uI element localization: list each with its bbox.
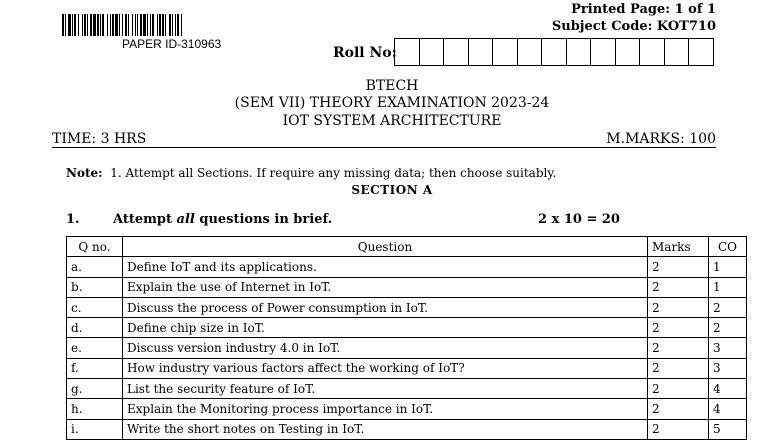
row-qno: d. (67, 318, 123, 338)
table-row (67, 318, 747, 338)
row-co: 4 (709, 379, 747, 399)
note-label: Note: (66, 166, 103, 180)
row-co: 3 (709, 358, 747, 378)
exam-time: TIME: 3 HRS (52, 131, 147, 147)
row-qno: h. (67, 399, 123, 419)
row-qno: g. (67, 379, 123, 399)
row-marks: 2 (648, 318, 709, 338)
row-question: Explain the Monitoring process importance in IoT. (123, 399, 648, 419)
roll-no-boxes[interactable] (395, 38, 714, 66)
roll-no-box[interactable] (615, 38, 641, 66)
barcode (62, 14, 292, 36)
question-instruction (113, 212, 332, 227)
note (66, 166, 556, 180)
printed-page: Printed Page: 1 of 1 (571, 2, 716, 17)
roll-no-box[interactable] (664, 38, 690, 66)
roll-no-box[interactable] (517, 38, 543, 66)
row-question: Write the short notes on Testing in IoT. (123, 419, 648, 439)
table-row (67, 358, 747, 378)
row-co: 1 (709, 257, 747, 277)
roll-no-box[interactable] (394, 38, 420, 66)
row-question: Define IoT and its applications. (123, 257, 648, 277)
row-co: 2 (709, 318, 747, 338)
row-qno: c. (67, 297, 123, 317)
row-marks: 2 (648, 399, 709, 419)
instruction-emphasis: all (176, 212, 195, 227)
instruction-post: questions in brief. (194, 212, 333, 227)
roll-no-box[interactable] (639, 38, 665, 66)
table-row (67, 297, 747, 317)
questions-table (66, 236, 747, 440)
row-marks: 2 (648, 297, 709, 317)
header-divider (52, 147, 716, 148)
col-header-qno: Q no. (67, 237, 123, 257)
roll-no-label: Roll No: (333, 45, 397, 61)
row-qno: a. (67, 257, 123, 277)
row-co: 4 (709, 399, 747, 419)
table-row (67, 277, 747, 297)
table-row (67, 399, 747, 419)
row-co: 5 (709, 419, 747, 439)
barcode-bar (182, 14, 185, 36)
row-qno: i. (67, 419, 123, 439)
roll-no-box[interactable] (468, 38, 494, 66)
note-text: 1. Attempt all Sections. If require any missing data; then choose suitably. (110, 166, 557, 180)
subject-code: Subject Code: KOT710 (551, 19, 716, 34)
row-marks: 2 (648, 257, 709, 277)
question-score: 2 x 10 = 20 (538, 212, 620, 227)
paper-id: PAPER ID-310963 (122, 37, 222, 51)
exam-degree: BTECH (365, 78, 419, 94)
row-question: Explain the use of Internet in IoT. (123, 277, 648, 297)
row-question: List the security feature of IoT. (123, 379, 648, 399)
row-co: 2 (709, 297, 747, 317)
row-question: Define chip size in IoT. (123, 318, 648, 338)
row-question: Discuss version industry 4.0 in IoT. (123, 338, 648, 358)
row-qno: e. (67, 338, 123, 358)
row-marks: 2 (648, 358, 709, 378)
row-qno: b. (67, 277, 123, 297)
max-marks: M.MARKS: 100 (606, 131, 716, 147)
roll-no-box[interactable] (688, 38, 714, 66)
col-header-question: Question (123, 237, 648, 257)
row-marks: 2 (648, 338, 709, 358)
subject-title: IOT SYSTEM ARCHITECTURE (282, 113, 502, 129)
row-co: 3 (709, 338, 747, 358)
roll-no-box[interactable] (443, 38, 469, 66)
table-row (67, 379, 747, 399)
row-marks: 2 (648, 379, 709, 399)
question-number: 1. (66, 212, 80, 227)
table-row (67, 419, 747, 439)
table-row (67, 338, 747, 358)
section-heading: SECTION A (351, 183, 433, 197)
table-row (67, 257, 747, 277)
row-question: Discuss the process of Power consumption in IoT. (123, 297, 648, 317)
col-header-marks: Marks (648, 237, 709, 257)
row-qno: f. (67, 358, 123, 378)
row-marks: 2 (648, 419, 709, 439)
roll-no-box[interactable] (492, 38, 518, 66)
row-co: 1 (709, 277, 747, 297)
exam-title: (SEM VII) THEORY EXAMINATION 2023-24 (234, 95, 550, 111)
instruction-pre: Attempt (113, 212, 177, 227)
roll-no-box[interactable] (566, 38, 592, 66)
row-marks: 2 (648, 277, 709, 297)
row-question: How industry various factors affect the working of IoT? (123, 358, 648, 378)
roll-no-box[interactable] (419, 38, 445, 66)
roll-no-box[interactable] (590, 38, 616, 66)
table-header-row (67, 237, 747, 257)
col-header-co: CO (709, 237, 747, 257)
roll-no-box[interactable] (541, 38, 567, 66)
